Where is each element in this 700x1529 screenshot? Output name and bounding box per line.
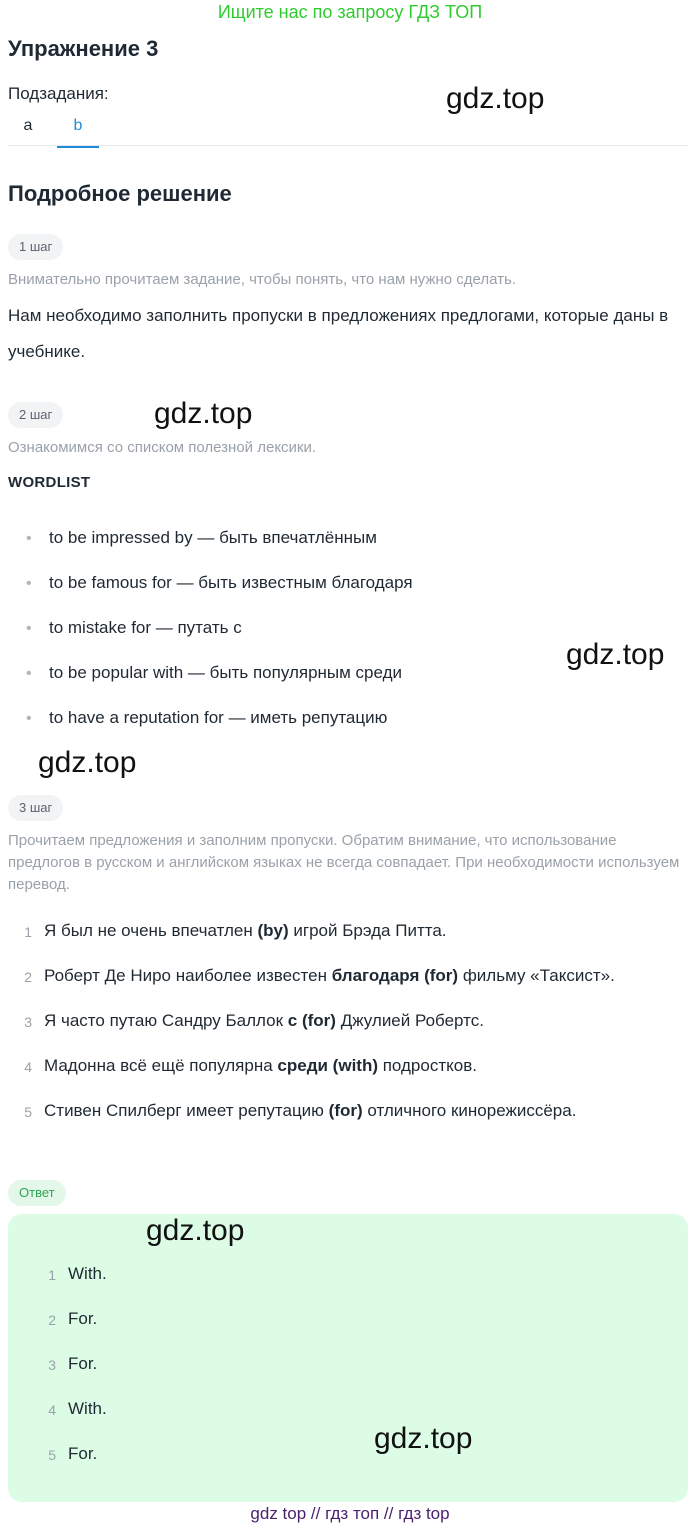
sentence: Я часто путаю Сандру Баллок с (for) Джулией Робертс. [44, 1011, 484, 1030]
answer-number: 4 [48, 1402, 56, 1418]
wordlist-item: to be impressed by — быть впечатлённым [49, 528, 377, 547]
sentence: Я был не очень впечатлен (by) игрой Брэда Питта. [44, 921, 447, 940]
solution-title: Подробное решение [8, 181, 232, 206]
answer-number: 5 [48, 1447, 56, 1463]
watermark: gdz.top [566, 638, 665, 671]
subtasks-label: Подзадания: [8, 84, 109, 103]
footer-watermark: gdz top // гдз топ // гдз top [250, 1504, 450, 1523]
bullet-icon: • [26, 620, 32, 637]
answer-number: 3 [48, 1357, 56, 1373]
answer-item: For. [68, 1309, 98, 1328]
answer-number: 2 [48, 1312, 56, 1328]
wordlist-item: to be famous for — быть известным благодаря [49, 573, 413, 592]
watermark: gdz.top [446, 82, 545, 115]
exercise-title: Упражнение 3 [8, 36, 159, 61]
step-badge-2: 2 шаг [8, 402, 63, 428]
step3-hint: Прочитаем предложения и заполним пропуски. Обратим внимание, что использование предлогов в русском и английском языках не всегда совпадает. При необходимости используем перевод. [8, 832, 680, 893]
step2-hint: Ознакомимся со списком полезной лексики. [8, 439, 317, 456]
bullet-icon: • [26, 575, 32, 592]
top-banner: Ищите нас по запросу ГДЗ ТОП [217, 2, 483, 22]
answer-item: For. [68, 1354, 98, 1373]
tab-subtask-b[interactable]: b [57, 116, 99, 148]
watermark: gdz.top [38, 746, 137, 779]
bullet-icon: • [26, 710, 32, 727]
sentence-number: 3 [24, 1014, 32, 1030]
step1-hint: Внимательно прочитаем задание, чтобы понять, что нам нужно сделать. [8, 271, 517, 288]
step1-text: Нам необходимо заполнить пропуски в предложениях предлогами, которые даны в учебнике. [8, 306, 669, 361]
sentence: Роберт Де Ниро наиболее известен благодаря (for) фильму «Таксист». [44, 966, 615, 985]
watermark: gdz.top [154, 397, 253, 430]
answer-item: For. [68, 1444, 98, 1463]
answer-item: With. [68, 1399, 107, 1418]
answer-item: With. [68, 1264, 107, 1283]
sentence: Стивен Спилберг имеет репутацию (for) отличного кинорежиссёра. [44, 1101, 577, 1120]
answer-box [8, 1214, 688, 1502]
step-badge-3: 3 шаг [8, 795, 63, 821]
sentence-number: 5 [24, 1104, 32, 1120]
sentence-number: 2 [24, 969, 32, 985]
sentence: Мадонна всё ещё популярна среди (with) подростков. [44, 1056, 477, 1075]
wordlist-item: to mistake for — путать с [49, 618, 242, 637]
sentence-number: 1 [24, 924, 32, 940]
sentence-number: 4 [24, 1059, 32, 1075]
watermark: gdz.top [146, 1214, 245, 1247]
answer-number: 1 [48, 1267, 56, 1283]
tabs-divider [8, 145, 688, 146]
watermark: gdz.top [374, 1422, 473, 1455]
wordlist-heading: WORDLIST [8, 474, 91, 491]
bullet-icon: • [26, 530, 32, 547]
answer-badge: Ответ [8, 1180, 66, 1206]
step-badge-1: 1 шаг [8, 234, 63, 260]
wordlist-item: to be popular with — быть популярным среди [49, 663, 403, 682]
tab-subtask-a[interactable]: a [23, 117, 33, 134]
wordlist-item: to have a reputation for — иметь репутацию [49, 708, 388, 727]
bullet-icon: • [26, 665, 32, 682]
